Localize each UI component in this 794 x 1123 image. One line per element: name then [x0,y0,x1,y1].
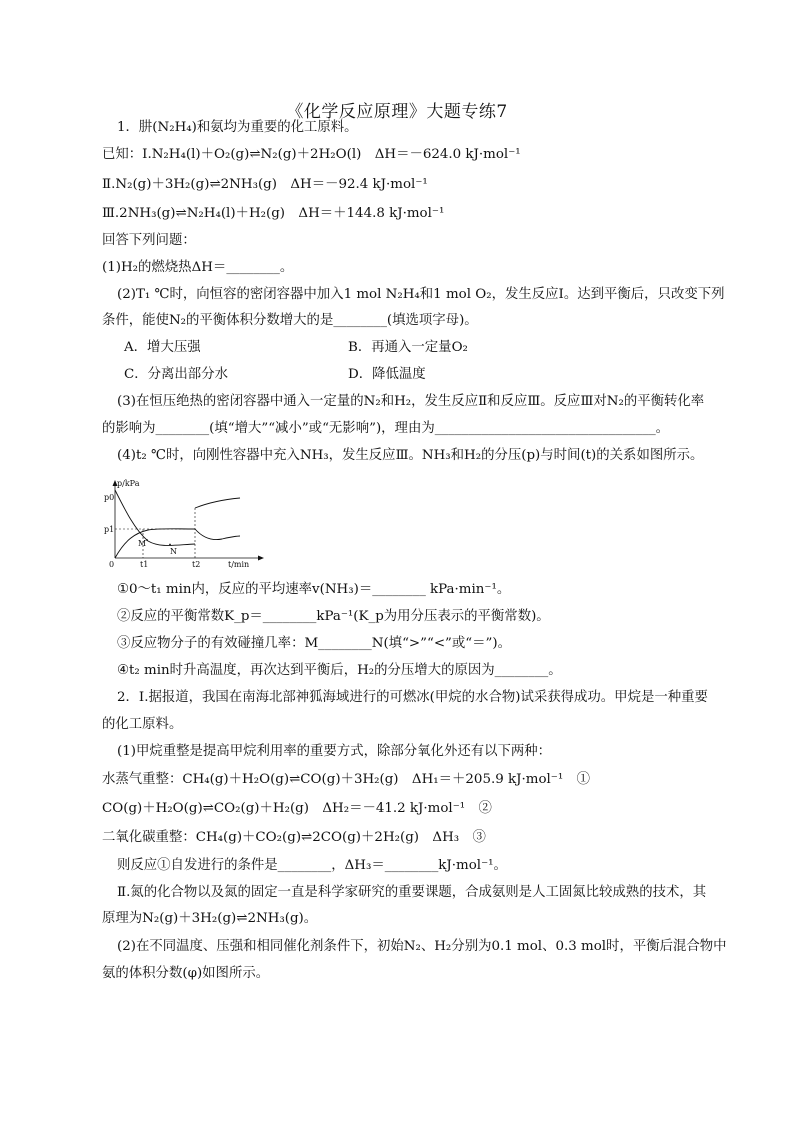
equation-I: 已知：Ⅰ.N₂H₄(l)＋O₂(g)⇌N₂(g)＋2H₂O(l) ΔH＝－624.0 kJ·mol⁻¹ [102,147,521,162]
option-d: D．降低温度 [348,367,426,382]
y-axis-label: p/kPa [117,479,140,488]
option-a: A．增大压强 [124,340,201,355]
subquestion-2-line2: 条件，能使N₂的平衡体积分数增大的是________(填选项字母)。 [102,313,478,328]
subquestion-2-line1: (2)T₁ ℃时，向恒容的密闭容器中加入1 mol N₂H₄和1 mol O₂，发生反应Ⅰ。达到平衡后，只改变下列 [117,287,725,302]
option-b: B．再通入一定量O₂ [348,340,468,355]
q2-subquestion-1-ask: 则反应①自发进行的条件是________，ΔH₃＝________kJ·mol⁻¹。 [117,858,507,873]
subquestion-4-part2: ②反应的平衡常数K_p＝________kPa⁻¹(K_p为用分压表示的平衡常数)。 [117,609,550,624]
nh3-curve-after-t2 [195,529,240,540]
reaction-1: 水蒸气重整：CH₄(g)＋H₂O(g)⇌CO(g)＋3H₂(g) ΔH₁＝＋205.9 kJ·mol⁻¹ ① [102,772,591,787]
h2-curve-after-t2 [195,498,240,508]
h2-pressure-curve [115,529,195,558]
part-ii-intro-line1: Ⅱ.氮的化合物以及氮的固定一直是科学家研究的重要课题，合成氨则是人工固氮比较成熟的技术，其 [117,885,707,900]
part-ii-intro-line2: 原理为N₂(g)＋3H₂(g)⇌2NH₃(g)。 [102,911,318,926]
t2-label: t2 [192,560,201,569]
subquestion-4-part1: ①0～t₁ min内，反应的平均速率v(NH₃)＝________ kPa·min⁻¹。 [117,582,511,597]
pressure-time-graph [100,478,265,572]
equation-II: Ⅱ.N₂(g)＋3H₂(g)⇌2NH₃(g) ΔH＝－92.4 kJ·mol⁻¹ [102,177,428,192]
subquestion-4-part3: ③反应物分子的有效碰撞几率：M________N(填“>”“<”或“＝”)。 [117,636,511,651]
reaction-2: CO(g)＋H₂O(g)⇌CO₂(g)＋H₂(g) ΔH₂＝－41.2 kJ·mol⁻¹ ② [102,801,492,816]
question-1-intro: 1．肼(N₂H₄)和氨均为重要的化工原料。 [117,120,358,135]
equation-III: Ⅲ.2NH₃(g)⇌N₂H₄(l)＋H₂(g) ΔH＝＋144.8 kJ·mol⁻¹ [102,206,445,221]
point-m [146,539,148,541]
subquestion-1: (1)H₂的燃烧热ΔH＝________。 [102,260,294,275]
t1-label: t1 [140,560,149,569]
q2-subquestion-2-line2: 氨的体积分数(φ)如图所示。 [102,966,270,981]
page-title: 《化学反应原理》大题专练7 [286,102,508,122]
nh3-pressure-curve [115,490,195,546]
x-axis-arrow [258,556,264,561]
q2-subquestion-1: (1)甲烷重整是提高甲烷利用率的重要方式，除部分氧化外还有以下两种： [117,744,552,759]
question-2-intro-line2: 的化工原料。 [102,717,183,732]
subquestion-3-line2: 的影响为________(填“增大”“减小”或“无影响”)，理由为_________________________________。 [102,421,670,436]
option-c: C．分离出部分水 [124,367,228,382]
subquestion-4: (4)t₂ ℃时，向刚性容器中充入NH₃，发生反应Ⅲ。NH₃和H₂的分压(p)与时间(t)的关系如图所示。 [117,448,704,463]
q2-subquestion-2-line1: (2)在不同温度、压强和相同催化剂条件下，初始N₂、H₂分别为0.1 mol、0.3 mol时，平衡后混合物中 [117,939,727,954]
reaction-3: 二氧化碳重整：CH₄(g)＋CO₂(g)⇌2CO(g)＋2H₂(g) ΔH₃ ③ [102,830,486,845]
p1-label: p1 [104,525,115,534]
x-axis-label: t/min [228,560,250,569]
question-2-intro-line1: 2．Ⅰ.据报道，我国在南海北部神狐海域进行的可燃冰(甲烷的水合物)试采获得成功。甲烷是一种重要 [117,690,708,705]
answer-prompt: 回答下列问题： [102,233,196,248]
point-n [169,544,171,546]
subquestion-4-part4: ④t₂ min时升高温度，再次达到平衡后，H₂的分压增大的原因为________。 [117,663,562,678]
subquestion-3-line1: (3)在恒压绝热的密闭容器中通入一定量的N₂和H₂，发生反应Ⅱ和反应Ⅲ。反应Ⅲ对N₂的平衡转化率 [117,394,705,409]
m-label: M [138,539,147,548]
p0-label: p0 [104,493,115,502]
n-label: N [170,547,177,556]
origin-label: 0 [109,560,115,569]
